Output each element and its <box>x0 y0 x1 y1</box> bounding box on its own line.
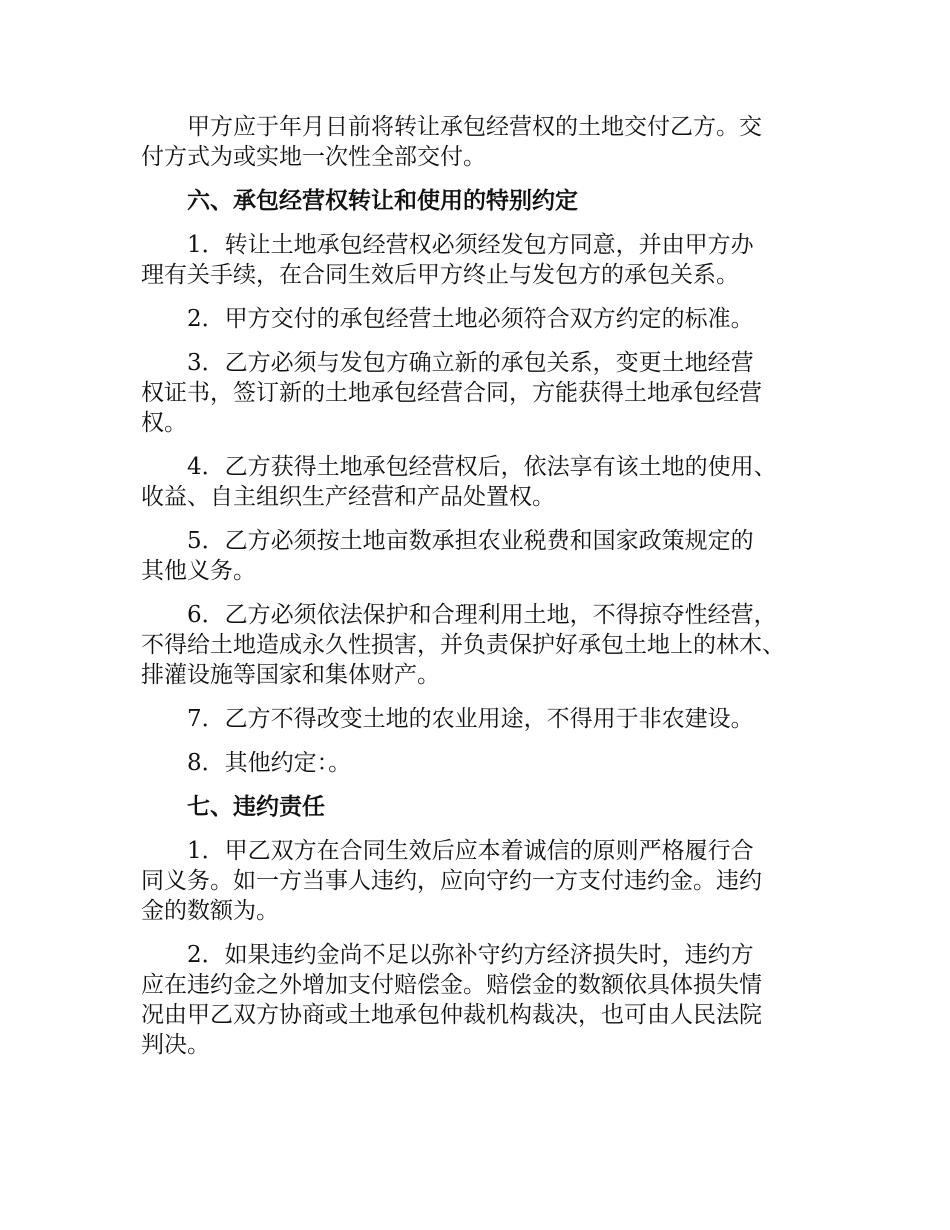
clause-7-1 <box>141 836 826 926</box>
text-line: 其他义务。 <box>141 558 256 584</box>
text-line: 甲方应于年月日前将转让承包经营权的土地交付乙方。交 <box>187 114 762 140</box>
text-line: 收益、自主组织生产经营和产品处置权。 <box>141 484 555 510</box>
clause-6-4 <box>141 452 826 512</box>
text-line: 同义务。如一方当事人违约，应向守约一方支付违约金。违约 <box>141 868 762 894</box>
clause-6-8 <box>141 748 826 778</box>
text-line: 排灌设施等国家和集体财产。 <box>141 662 440 688</box>
clause-7-2 <box>141 940 826 1060</box>
text-line: 判决。 <box>141 1032 210 1058</box>
text-line: 权证书，签订新的土地承包经营合同，方能获得土地承包经营 <box>141 380 762 406</box>
text-line: 7．乙方不得改变土地的农业用途，不得用于非农建设。 <box>187 706 754 732</box>
text-line: 2．甲方交付的承包经营土地必须符合双方约定的标准。 <box>187 306 754 332</box>
clause-6-7 <box>141 704 826 734</box>
text-line: 4．乙方获得土地承包经营权后，依法享有该土地的使用、 <box>187 454 777 480</box>
text-line: 6．乙方必须依法保护和合理利用土地，不得掠夺性经营， <box>187 602 777 628</box>
clause-6-5 <box>141 526 826 586</box>
text-line: 5．乙方必须按土地亩数承担农业税费和国家政策规定的 <box>187 528 754 554</box>
delivery-paragraph <box>141 112 826 172</box>
section-heading-7: 七、违约责任 <box>187 794 325 820</box>
text-line: 况由甲乙双方协商或土地承包仲裁机构裁决，也可由人民法院 <box>141 1002 762 1028</box>
section-heading-6: 六、承包经营权转让和使用的特别约定 <box>187 188 578 214</box>
text-line: 金的数额为。 <box>141 898 279 924</box>
text-line: 8．其他约定：。 <box>187 750 352 776</box>
document-page <box>141 112 826 1074</box>
text-line: 1．甲乙双方在合同生效后应本着诚信的原则严格履行合 <box>187 838 754 864</box>
text-line: 理有关手续，在合同生效后甲方终止与发包方的承包关系。 <box>141 262 739 288</box>
clause-6-2 <box>141 304 826 334</box>
text-line: 不得给土地造成永久性损害，并负责保护好承包土地上的林木、 <box>141 632 785 658</box>
text-line: 应在违约金之外增加支付赔偿金。赔偿金的数额依具体损失情 <box>141 972 762 998</box>
clause-6-3 <box>141 348 826 438</box>
text-line: 2．如果违约金尚不足以弥补守约方经济损失时，违约方 <box>187 942 754 968</box>
text-line: 权。 <box>141 410 187 436</box>
clause-6-1 <box>141 230 826 290</box>
text-line: 付方式为或实地一次性全部交付。 <box>141 144 486 170</box>
text-line: 3．乙方必须与发包方确立新的承包关系，变更土地经营 <box>187 350 754 376</box>
text-line: 1．转让土地承包经营权必须经发包方同意，并由甲方办 <box>187 232 754 258</box>
clause-6-6 <box>141 600 826 690</box>
